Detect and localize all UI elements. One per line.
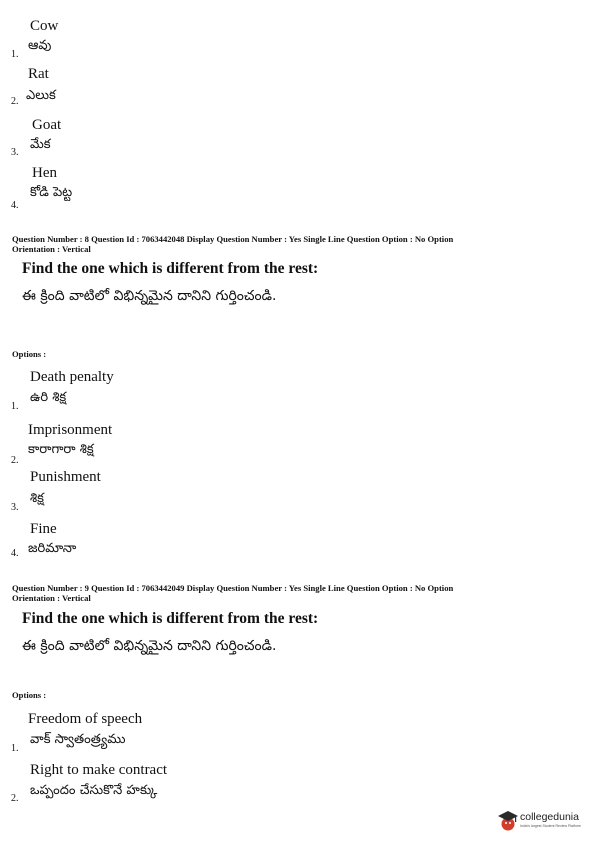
logo-tagline: India's largest Student Review Platform — [520, 824, 581, 828]
options-label: Options : — [12, 690, 47, 700]
option-number: 3. — [11, 502, 19, 513]
options-label: Options : — [12, 349, 47, 359]
option-telugu: ఎలుక — [26, 88, 56, 103]
question-meta-line1: Question Number : 8 Question Id : 7063442048 Display Question Number : Yes Single Line Question Option : No Option — [12, 234, 454, 244]
option-number: 1. — [11, 49, 19, 60]
option-telugu: మేక — [30, 137, 51, 152]
option-english: Cow — [30, 18, 59, 34]
option-number: 3. — [11, 147, 19, 158]
option-english: Goat — [32, 117, 62, 133]
graduation-cap-icon — [497, 809, 519, 833]
option-telugu: కోడి పెట్ట — [30, 185, 73, 200]
option-telugu: కారాగారా శిక్ష — [28, 442, 94, 457]
option-english: Imprisonment — [28, 422, 113, 438]
question-text-telugu: ఈ క్రింది వాటిలో విభిన్నమైన దానిని గుర్తించండి. — [22, 288, 277, 304]
option-telugu: జరిమానా — [28, 541, 77, 556]
question-text-english: Find the one which is different from the rest: — [22, 260, 319, 277]
option-number: 4. — [11, 200, 19, 211]
option-number: 4. — [11, 548, 19, 559]
option-telugu: ఒప్పందం చేసుకొనే హక్కు — [30, 783, 158, 798]
option-telugu: వాక్ స్వాతంత్ర్యము — [30, 732, 126, 747]
option-english: Rat — [28, 66, 49, 82]
option-number: 1. — [11, 743, 19, 754]
option-number: 2. — [11, 455, 19, 466]
question-meta-line2: Orientation : Vertical — [12, 244, 91, 254]
option-telugu: శిక్ష — [30, 491, 44, 506]
option-number: 2. — [11, 96, 19, 107]
option-english: Punishment — [30, 469, 101, 485]
question-text-telugu: ఈ క్రింది వాటిలో విభిన్నమైన దానిని గుర్తించండి. — [22, 638, 277, 654]
option-english: Death penalty — [30, 369, 114, 385]
option-english: Hen — [32, 165, 57, 181]
option-number: 1. — [11, 401, 19, 412]
question-meta-line1: Question Number : 9 Question Id : 7063442049 Display Question Number : Yes Single Line Question Option : No Option — [12, 583, 454, 593]
option-telugu: ఉరి శిక్ష — [30, 390, 67, 405]
option-english: Fine — [30, 521, 57, 537]
collegedunia-logo — [497, 808, 591, 834]
option-english: Right to make contract — [30, 762, 168, 778]
question-text-english: Find the one which is different from the rest: — [22, 610, 319, 627]
option-telugu: ఆవు — [28, 38, 52, 53]
question-meta-line2: Orientation : Vertical — [12, 593, 91, 603]
option-number: 2. — [11, 793, 19, 804]
option-english: Freedom of speech — [28, 711, 143, 727]
logo-brand: collegedunia — [520, 811, 579, 823]
